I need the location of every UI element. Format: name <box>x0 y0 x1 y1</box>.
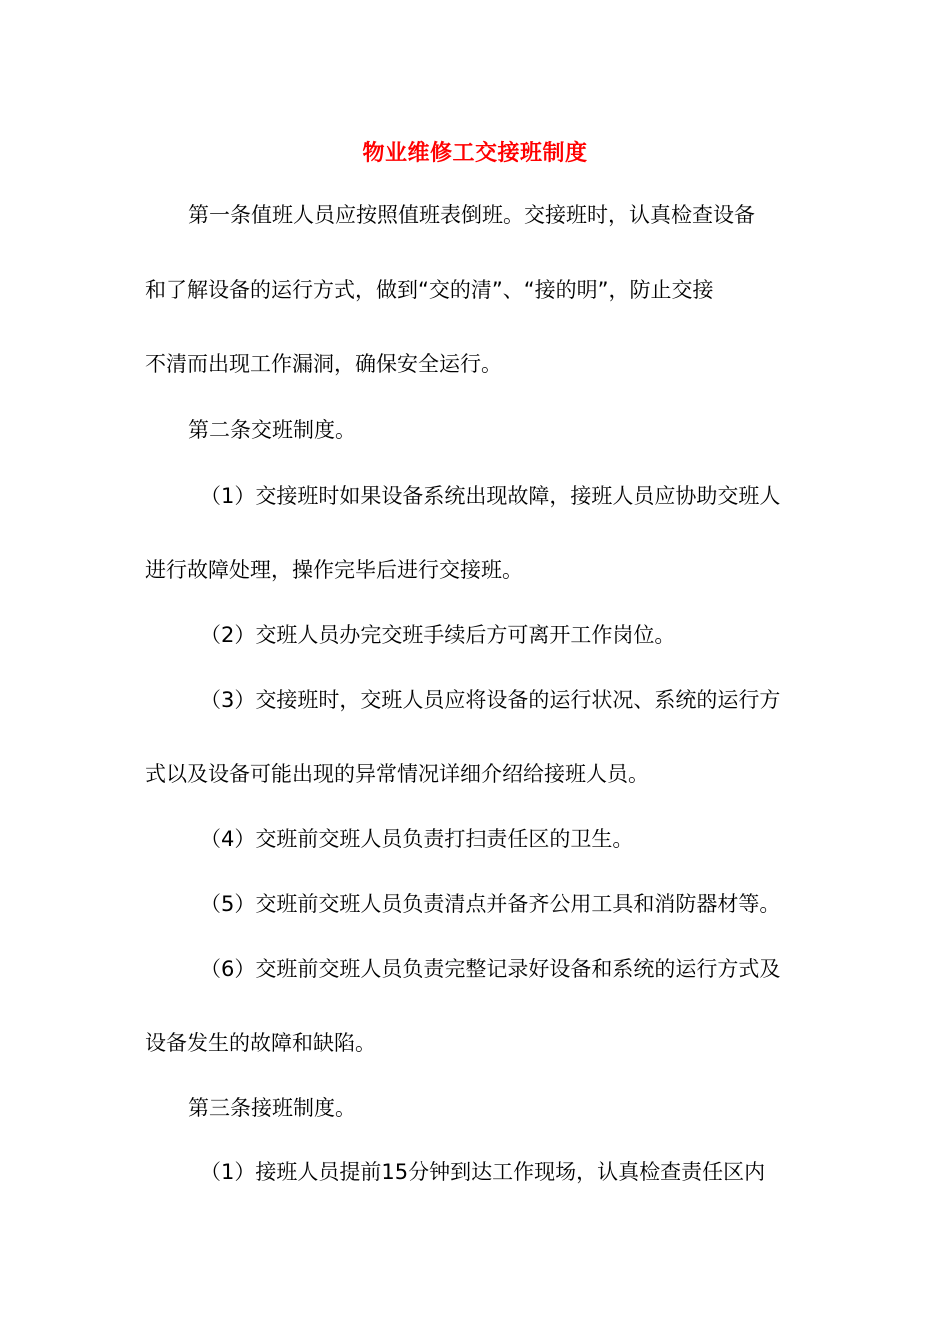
document-title: 物业维修工交接班制度 <box>362 141 588 166</box>
article-2-item-1-line-2: 进行故障处理，操作完毕后进行交接班。 <box>145 558 523 582</box>
article-2-item-5: （5）交班前交班人员负责清点并备齐公用工具和消防器材等。 <box>200 892 781 916</box>
article-2-item-6-line-2: 设备发生的故障和缺陷。 <box>145 1031 376 1055</box>
article-3-item-1-line-1: （1）接班人员提前15分钟到达工作现场，认真检查责任区内 <box>200 1160 766 1184</box>
article-3-heading: 第三条接班制度。 <box>188 1096 356 1120</box>
article-2-item-4: （4）交班前交班人员负责打扫责任区的卫生。 <box>200 827 634 851</box>
article-2-item-2: （2）交班人员办完交班手续后方可离开工作岗位。 <box>200 623 676 647</box>
article-1-line-3: 不清而出现工作漏洞，确保安全运行。 <box>145 352 502 376</box>
article-2-item-6-line-1: （6）交班前交班人员负责完整记录好设备和系统的运行方式及 <box>200 957 781 981</box>
article-2-item-3-line-1: （3）交接班时，交班人员应将设备的运行状况、系统的运行方 <box>200 688 781 712</box>
article-1-line-2: 和了解设备的运行方式，做到“交的清”、“接的明”，防止交接 <box>145 278 714 302</box>
article-1-line-1: 第一条值班人员应按照值班表倒班。交接班时，认真检查设备 <box>188 203 755 227</box>
article-2-item-1-line-1: （1）交接班时如果设备系统出现故障，接班人员应协助交班人 <box>200 484 781 508</box>
article-2-item-3-line-2: 式以及设备可能出现的异常情况详细介绍给接班人员。 <box>145 762 649 786</box>
article-2-heading: 第二条交班制度。 <box>188 418 356 442</box>
